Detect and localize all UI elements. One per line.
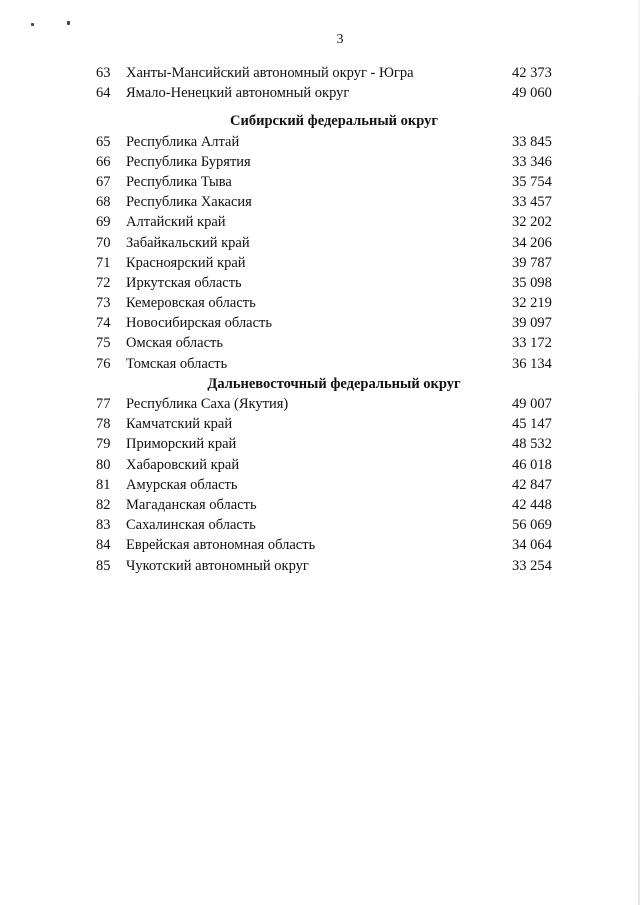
region-name: Ямало-Ненецкий автономный округ: [126, 85, 350, 102]
region-value: 32 219: [512, 295, 552, 312]
list-item: [0, 475, 640, 495]
region-value: 48 532: [512, 436, 552, 453]
list-item: [0, 556, 640, 576]
list-item: [0, 63, 640, 83]
scan-speck: [31, 23, 34, 26]
row-number: 78: [96, 416, 111, 433]
region-name: Республика Алтай: [126, 133, 240, 150]
region-value: 49 060: [512, 85, 552, 102]
region-value: 42 373: [512, 65, 552, 81]
region-value: 46 018: [512, 456, 552, 473]
region-value: 56 069: [512, 517, 552, 534]
region-value: 45 147: [512, 416, 552, 433]
region-name: Магаданская область: [126, 496, 257, 513]
region-name: Томская область: [126, 355, 228, 372]
region-name: Республика Бурятия: [126, 153, 251, 170]
region-list: [0, 63, 640, 576]
list-item: [0, 455, 640, 475]
list-item: [0, 253, 640, 273]
row-number: 65: [96, 133, 111, 150]
region-name: Приморский край: [126, 436, 237, 453]
region-name: Сахалинская область: [126, 517, 256, 534]
row-number: 74: [96, 315, 111, 332]
region-value: 34 064: [512, 537, 552, 554]
row-number: 85: [96, 557, 111, 574]
section-gap: [0, 103, 640, 111]
region-value: 35 098: [512, 274, 552, 291]
row-number: 71: [96, 254, 111, 271]
list-item: [0, 495, 640, 515]
region-value: 42 448: [512, 496, 552, 513]
region-name: Камчатский край: [126, 416, 233, 433]
region-value: 36 134: [512, 355, 552, 372]
scan-speck: [67, 21, 70, 25]
region-value: 33 172: [512, 335, 552, 352]
row-number: 63: [96, 65, 111, 81]
list-item: [0, 83, 640, 103]
region-name: Амурская область: [126, 476, 238, 493]
region-name: Республика Тыва: [126, 173, 232, 190]
row-number: 72: [96, 274, 111, 291]
list-item: [0, 434, 640, 454]
region-name: Кемеровская область: [126, 295, 256, 312]
region-value: 33 845: [512, 133, 552, 150]
row-number: 76: [96, 355, 111, 372]
region-value: 33 457: [512, 194, 552, 211]
region-name: Забайкальский край: [126, 234, 250, 251]
row-number: 79: [96, 436, 111, 453]
list-item: [0, 273, 640, 293]
region-value: 49 007: [512, 396, 552, 412]
list-item: [0, 293, 640, 313]
row-number: 69: [96, 214, 111, 231]
list-item: [0, 394, 640, 414]
region-value: 39 097: [512, 315, 552, 332]
region-name: Чукотский автономный округ: [126, 557, 309, 574]
region-value: 34 206: [512, 234, 552, 251]
region-value: 39 787: [512, 254, 552, 271]
region-name: Алтайский край: [126, 214, 226, 231]
list-item: [0, 152, 640, 172]
row-number: 75: [96, 335, 111, 352]
region-value: 33 346: [512, 153, 552, 170]
row-number: 64: [96, 85, 111, 102]
region-name: Красноярский край: [126, 254, 246, 271]
row-number: 70: [96, 234, 111, 251]
section-heading: Дальневосточный федеральный округ: [207, 375, 461, 392]
row-number: 81: [96, 476, 111, 493]
list-item: [0, 192, 640, 212]
list-item: [0, 535, 640, 555]
list-item: [0, 132, 640, 152]
page-number: 3: [336, 32, 344, 47]
list-item: [0, 354, 640, 374]
region-name: Омская область: [126, 335, 223, 352]
row-number: 82: [96, 496, 111, 513]
row-number: 68: [96, 194, 111, 211]
region-value: 32 202: [512, 214, 552, 231]
region-name: Хабаровский край: [126, 456, 240, 473]
list-item: [0, 172, 640, 192]
list-item: [0, 333, 640, 353]
row-number: 77: [96, 396, 111, 412]
region-value: 35 754: [512, 173, 552, 190]
region-name: Еврейская автономная область: [126, 537, 316, 554]
list-item: [0, 233, 640, 253]
region-name: Республика Саха (Якутия): [126, 396, 289, 412]
row-number: 73: [96, 295, 111, 312]
region-name: Республика Хакасия: [126, 194, 252, 211]
list-item: [0, 515, 640, 535]
region-name: Новосибирская область: [126, 315, 272, 332]
list-item: [0, 313, 640, 333]
row-number: 84: [96, 537, 111, 554]
row-number: 66: [96, 153, 111, 170]
row-number: 67: [96, 173, 111, 190]
list-item: [0, 414, 640, 434]
row-number: 83: [96, 517, 111, 534]
row-number: 80: [96, 456, 111, 473]
region-value: 42 847: [512, 476, 552, 493]
region-value: 33 254: [512, 557, 552, 574]
region-name: Ханты-Мансийский автономный округ - Югра: [126, 65, 414, 81]
region-name: Иркутская область: [126, 274, 242, 291]
list-item: [0, 212, 640, 232]
section-heading: Сибирский федеральный округ: [230, 113, 438, 130]
